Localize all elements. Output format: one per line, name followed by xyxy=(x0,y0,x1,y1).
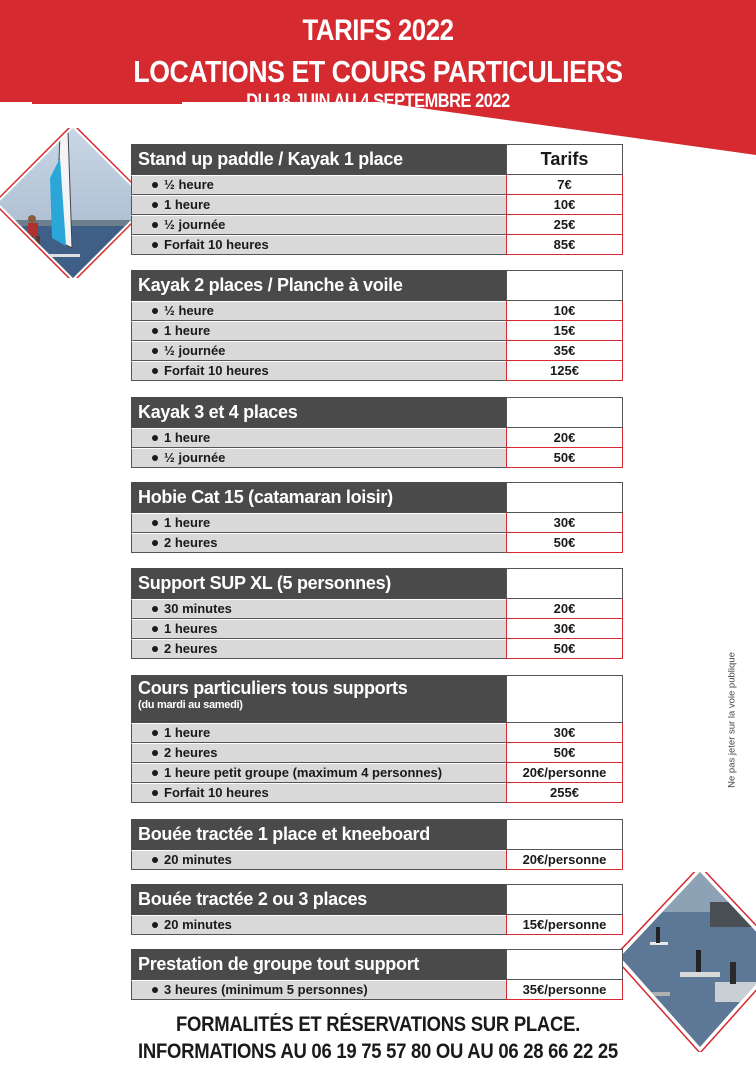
price-column-header xyxy=(506,482,623,513)
price-column-header: Tarifs xyxy=(506,144,623,175)
table-row: ½ heure 7€ xyxy=(131,175,623,195)
price-section-kayak34 xyxy=(131,397,623,468)
bullet-icon xyxy=(152,520,158,526)
table-row: ½ heure 10€ xyxy=(131,301,623,321)
table-row: 1 heure petit groupe (maximum 4 personnes) 20€/personne xyxy=(131,763,623,783)
table-row: Forfait 10 heures 85€ xyxy=(131,235,623,255)
price-column-header xyxy=(506,819,623,850)
bullet-icon xyxy=(152,435,158,441)
bullet-icon xyxy=(152,770,158,776)
bullet-icon xyxy=(152,606,158,612)
price-section-towable-1 xyxy=(131,819,623,870)
bullet-icon xyxy=(152,182,158,188)
table-row: 2 heures 50€ xyxy=(131,743,623,763)
table-row: Forfait 10 heures 255€ xyxy=(131,783,623,803)
bullet-icon xyxy=(152,202,158,208)
table-row: Forfait 10 heures 125€ xyxy=(131,361,623,381)
bullet-icon xyxy=(152,328,158,334)
bullet-icon xyxy=(152,790,158,796)
section-title: Support SUP XL (5 personnes) xyxy=(131,568,506,599)
section-title: Stand up paddle / Kayak 1 place xyxy=(131,144,506,175)
price-column-header xyxy=(506,397,623,428)
footer-contact: INFORMATIONS AU 06 19 75 57 80 OU AU 06 28 66 22 25 xyxy=(138,1040,618,1063)
price-column-header xyxy=(506,270,623,301)
section-title: Kayak 2 places / Planche à voile xyxy=(131,270,506,301)
bullet-icon xyxy=(152,242,158,248)
date-range: DU 18 JUIN AU 4 SEPTEMBRE 2022 xyxy=(246,91,510,112)
footer-formalities: FORMALITÉS ET RÉSERVATIONS SUR PLACE. xyxy=(175,1013,581,1036)
section-title: Prestation de groupe tout support xyxy=(131,949,506,980)
bullet-icon xyxy=(152,222,158,228)
table-row: 1 heure 10€ xyxy=(131,195,623,215)
price-section-sup-kayak1 xyxy=(131,144,623,255)
table-row: 20 minutes 15€/personne xyxy=(131,915,623,935)
bullet-icon xyxy=(152,626,158,632)
price-section-sup-xl xyxy=(131,568,623,659)
page-title: TARIFS 2022 xyxy=(302,14,454,47)
section-title: Hobie Cat 15 (catamaran loisir) xyxy=(131,482,506,513)
section-title: Kayak 3 et 4 places xyxy=(131,397,506,428)
page-subtitle: LOCATIONS ET COURS PARTICULIERS xyxy=(133,54,623,89)
table-row: 3 heures (minimum 5 personnes) 35€/personne xyxy=(131,980,623,1000)
price-section-group xyxy=(131,949,623,1000)
bullet-icon xyxy=(152,348,158,354)
bullet-icon xyxy=(152,922,158,928)
section-subtitle: (du mardi au samedi) xyxy=(138,699,243,711)
bullet-icon xyxy=(152,308,158,314)
price-section-towable-2-3 xyxy=(131,884,623,935)
bullet-icon xyxy=(152,646,158,652)
table-row: 1 heure 30€ xyxy=(131,723,623,743)
windsurf-photo xyxy=(0,128,148,278)
table-row: 1 heure 30€ xyxy=(131,513,623,533)
price-column-header xyxy=(506,675,623,723)
section-title: Bouée tractée 1 place et kneeboard xyxy=(131,819,506,850)
price-column-header xyxy=(506,949,623,980)
table-row: 1 heures 30€ xyxy=(131,619,623,639)
table-row: 1 heure 20€ xyxy=(131,428,623,448)
price-section-hobie-cat xyxy=(131,482,623,553)
table-row: 20 minutes 20€/personne xyxy=(131,850,623,870)
price-column-header xyxy=(506,568,623,599)
bullet-icon xyxy=(152,987,158,993)
table-row: 1 heure 15€ xyxy=(131,321,623,341)
section-title: Bouée tractée 2 ou 3 places xyxy=(131,884,506,915)
bullet-icon xyxy=(152,730,158,736)
table-row: 2 heures 50€ xyxy=(131,639,623,659)
bullet-icon xyxy=(152,857,158,863)
table-row: ½ journée 50€ xyxy=(131,448,623,468)
bullet-icon xyxy=(152,540,158,546)
bullet-icon xyxy=(152,750,158,756)
bullet-icon xyxy=(152,455,158,461)
table-row: ½ journée 35€ xyxy=(131,341,623,361)
table-row: 30 minutes 20€ xyxy=(131,599,623,619)
price-section-private-lessons xyxy=(131,675,623,803)
section-title: Cours particuliers tous supports (du mardi au samedi) xyxy=(131,675,506,723)
bullet-icon xyxy=(152,368,158,374)
table-row: ½ journée 25€ xyxy=(131,215,623,235)
price-column-header xyxy=(506,884,623,915)
table-row: 2 heures 50€ xyxy=(131,533,623,553)
price-section-kayak2-windsurf xyxy=(131,270,623,381)
side-note: Ne pas jeter sur la voie publique xyxy=(726,652,738,788)
